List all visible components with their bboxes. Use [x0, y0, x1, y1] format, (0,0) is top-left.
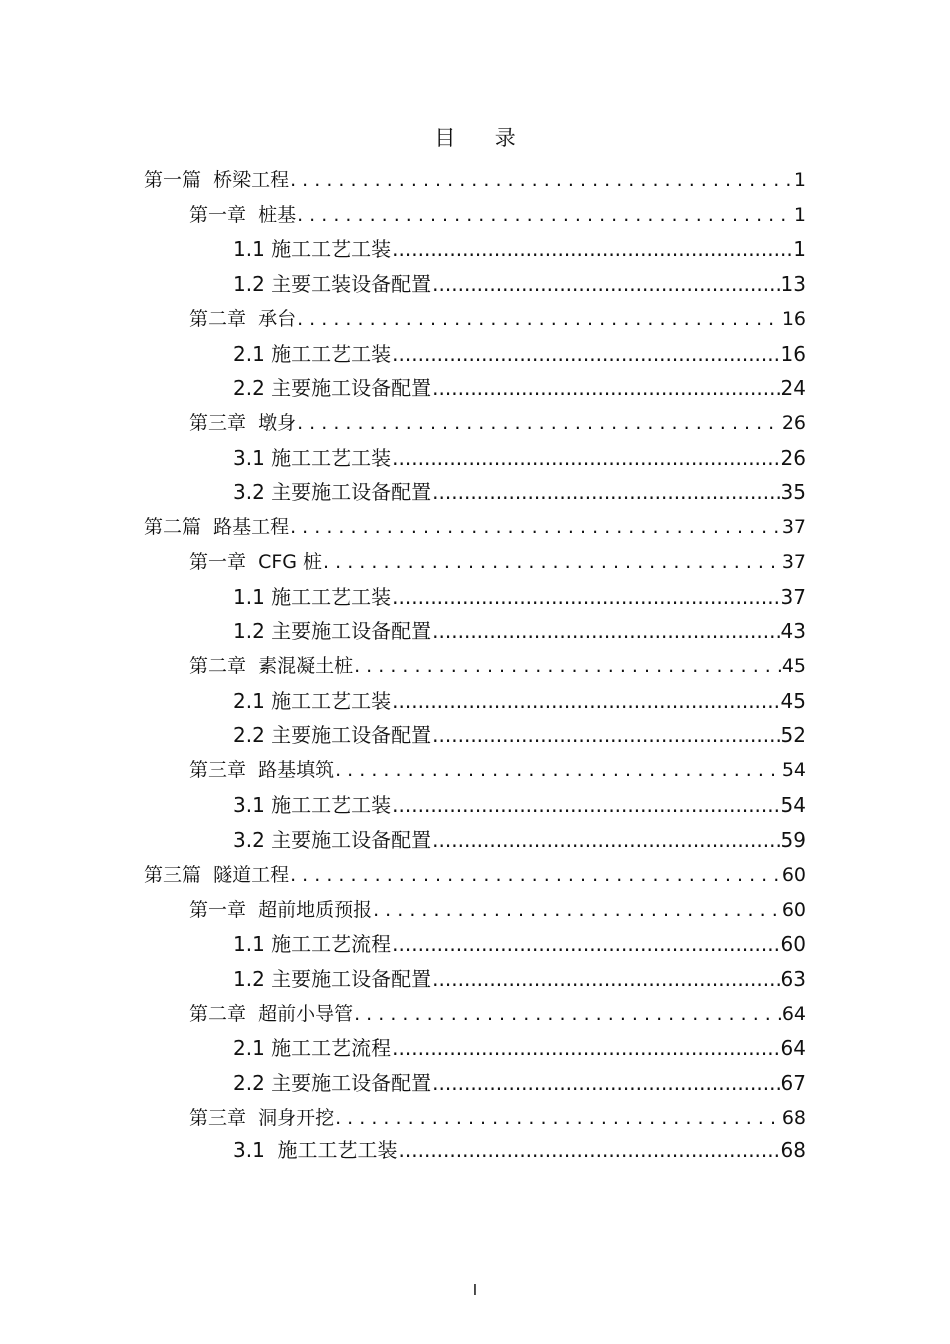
toc-entry-page-number: 24 [780, 376, 806, 400]
toc-entry-page-number: 52 [780, 723, 806, 747]
toc-entry-sec[interactable] [233, 718, 806, 752]
toc-entry-label: 第三篇 隧道工程 [144, 864, 290, 886]
toc-entry-chap[interactable] [189, 406, 806, 440]
dot-leader [297, 406, 781, 440]
toc-entry-page-number: 54 [780, 793, 806, 817]
toc-entry-page-number: 1 [793, 237, 806, 261]
dot-leader [432, 371, 779, 405]
dot-leader [297, 302, 781, 336]
toc-entry-label: 第三章 路基填筑 [189, 759, 335, 781]
dot-leader [373, 893, 781, 927]
toc-title [0, 122, 950, 152]
toc-entry-page-number: 67 [780, 1071, 806, 1095]
dot-leader [392, 337, 779, 371]
dot-leader [290, 163, 793, 197]
toc-entry-chap[interactable] [189, 302, 806, 336]
toc-entry-page-number: 1 [793, 204, 806, 226]
toc-entry-page-number: 64 [781, 1003, 806, 1025]
page-number: I [472, 1281, 478, 1299]
toc-entry-label: 1.2 主要工装设备配置 [233, 272, 432, 296]
toc-entry-sec[interactable] [233, 337, 806, 371]
dot-leader [290, 858, 781, 892]
toc-entry-label: 1.1 施工工艺工装 [233, 585, 392, 609]
toc-entry-page-number: 16 [781, 308, 806, 330]
toc-entry-sec[interactable] [233, 1066, 806, 1100]
toc-entry-page-number: 63 [780, 967, 806, 991]
toc-entry-label: 第三章 洞身开挖 [189, 1107, 335, 1129]
toc-entry-page-number: 16 [780, 342, 806, 366]
dot-leader [392, 684, 779, 718]
toc-entry-page-number: 59 [780, 828, 806, 852]
toc-entry-page-number: 37 [781, 516, 806, 538]
toc-entry-label: 第二章 承台 [189, 308, 297, 330]
toc-entry-label: 2.2 主要施工设备配置 [233, 1071, 432, 1095]
dot-leader [335, 1101, 781, 1135]
toc-entry-chap[interactable] [189, 1101, 806, 1135]
toc-entry-sec[interactable] [233, 614, 806, 648]
toc-entry-label: 第一章 超前地质预报 [189, 899, 373, 921]
toc-entry-chap[interactable] [189, 545, 806, 579]
toc-entry-part[interactable] [144, 858, 806, 892]
dot-leader [290, 510, 781, 544]
toc-entry-sec[interactable] [233, 962, 806, 996]
toc-entry-label: 3.2 主要施工设备配置 [233, 828, 432, 852]
toc-entry-page-number: 35 [780, 480, 806, 504]
toc-title-char-2: 录 [494, 126, 516, 150]
toc-entry-part[interactable] [144, 163, 806, 197]
dot-leader [354, 649, 781, 683]
toc-entry-page-number: 45 [780, 689, 806, 713]
toc-entry-page-number: 37 [780, 585, 806, 609]
dot-leader [297, 198, 793, 232]
toc-entry-label: 第一篇 桥梁工程 [144, 169, 290, 191]
dot-leader [392, 580, 779, 614]
toc-entry-label: 第二章 超前小导管 [189, 1003, 354, 1025]
toc-entry-sec[interactable] [233, 927, 806, 961]
toc-entry-label: 2.2 主要施工设备配置 [233, 376, 432, 400]
toc-entry-page-number: 26 [781, 412, 806, 434]
toc-entry-page-number: 60 [781, 864, 806, 886]
toc-entry-sec[interactable] [233, 371, 806, 405]
toc-entry-label: 3.1 施工工艺工装 [233, 446, 392, 470]
toc-entry-page-number: 60 [781, 899, 806, 921]
toc-entry-page-number: 1 [793, 169, 806, 191]
dot-leader [354, 997, 781, 1031]
toc-entry-label: 1.1 施工工艺工装 [233, 237, 392, 261]
dot-leader [432, 1066, 779, 1100]
dot-leader [432, 718, 779, 752]
toc-entry-sec[interactable] [233, 475, 806, 509]
dot-leader [432, 823, 779, 857]
toc-entry-sec[interactable] [233, 1031, 806, 1065]
toc-entry-label: 1.2 主要施工设备配置 [233, 619, 432, 643]
toc-entry-page-number: 45 [781, 655, 806, 677]
dot-leader [392, 927, 779, 961]
dot-leader [432, 962, 779, 996]
toc-entry-page-number: 43 [780, 619, 806, 643]
toc-entry-label: 1.2 主要施工设备配置 [233, 967, 432, 991]
toc-entry-sec[interactable] [233, 1133, 806, 1167]
toc-entry-chap[interactable] [189, 753, 806, 787]
toc-entry-label: 第三章 墩身 [189, 412, 297, 434]
toc-entry-sec[interactable] [233, 232, 806, 266]
toc-entry-label: 第二篇 路基工程 [144, 516, 290, 538]
toc-entry-label: 第一章 桩基 [189, 204, 297, 226]
toc-entry-chap[interactable] [189, 198, 806, 232]
dot-leader [392, 232, 792, 266]
toc-entry-sec[interactable] [233, 823, 806, 857]
toc-entry-label: 2.2 主要施工设备配置 [233, 723, 432, 747]
dot-leader [392, 788, 779, 822]
dot-leader [432, 475, 779, 509]
toc-entry-label: 1.1 施工工艺流程 [233, 932, 392, 956]
dot-leader [392, 441, 779, 475]
dot-leader [323, 545, 781, 579]
toc-entry-page-number: 54 [781, 759, 806, 781]
toc-entry-page-number: 64 [780, 1036, 806, 1060]
toc-entry-page-number: 13 [780, 272, 806, 296]
toc-entry-sec[interactable] [233, 441, 806, 475]
toc-entry-page-number: 68 [780, 1138, 806, 1162]
toc-entry-sec[interactable] [233, 788, 806, 822]
toc-entry-label: 第二章 素混凝土桩 [189, 655, 354, 677]
dot-leader [432, 614, 779, 648]
dot-leader [399, 1133, 780, 1167]
dot-leader [335, 753, 781, 787]
dot-leader [392, 1031, 779, 1065]
toc-title-char-1: 目 [434, 126, 456, 150]
toc-entry-page-number: 26 [780, 446, 806, 470]
toc-entry-chap[interactable] [189, 649, 806, 683]
toc-entry-label: 3.1 施工工艺工装 [233, 1138, 398, 1162]
toc-entry-label: 第一章 CFG 桩 [189, 551, 323, 573]
toc-entry-page-number: 37 [781, 551, 806, 573]
toc-entry-sec[interactable] [233, 267, 806, 301]
toc-entry-chap[interactable] [189, 997, 806, 1031]
toc-entry-page-number: 60 [780, 932, 806, 956]
toc-entry-sec[interactable] [233, 684, 806, 718]
toc-entry-label: 2.1 施工工艺工装 [233, 689, 392, 713]
toc-entry-label: 2.1 施工工艺工装 [233, 342, 392, 366]
toc-entry-label: 3.1 施工工艺工装 [233, 793, 392, 817]
toc-entry-label: 2.1 施工工艺流程 [233, 1036, 392, 1060]
toc-entry-page-number: 68 [781, 1107, 806, 1129]
toc-entry-sec[interactable] [233, 580, 806, 614]
toc-entry-part[interactable] [144, 510, 806, 544]
dot-leader [432, 267, 779, 301]
toc-entry-chap[interactable] [189, 893, 806, 927]
toc-entry-label: 3.2 主要施工设备配置 [233, 480, 432, 504]
